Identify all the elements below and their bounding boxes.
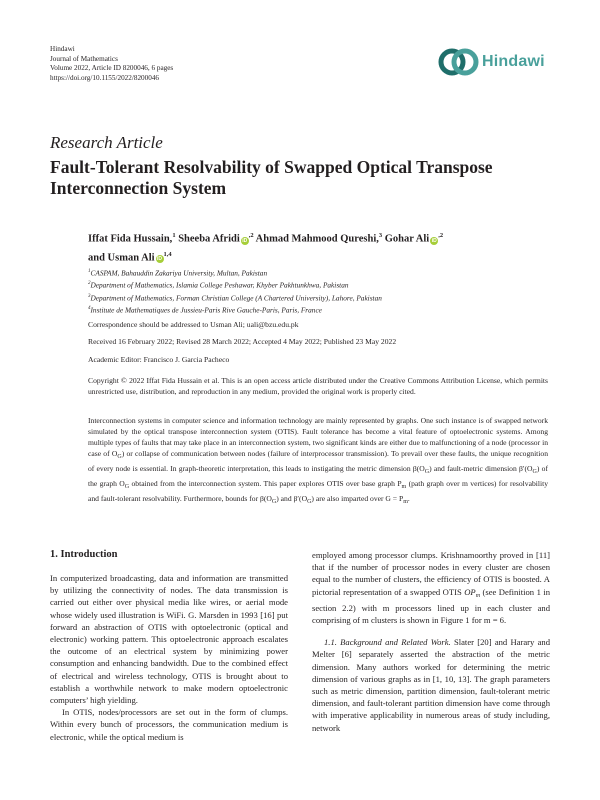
orcid-icon[interactable]: iD bbox=[431, 237, 437, 244]
logo-text: Hindawi bbox=[482, 53, 545, 70]
author-name: Iffat Fida Hussain, bbox=[88, 233, 173, 245]
left-column bbox=[50, 572, 288, 743]
author-name: Ahmad Mahmood Qureshi, bbox=[255, 233, 379, 245]
paragraph: 1.1. Background and Related Work. Slater [20] and Harary and Melter [6] separately asserted the abstraction of the metric dimension. Many authors worked for determining the metric dimension of various graphs as in [1, 10, 13]. The graph parameters such as metric dimension, partition dimension, fault-tolerant metric dimension, and fault-tolerant partition dimension have come through with imperative applicability in numerous areas of study including, network bbox=[312, 637, 550, 733]
affiliation-list bbox=[88, 266, 528, 316]
hindawi-rings-icon bbox=[438, 43, 480, 81]
academic-editor: Academic Editor: Francisco J. Garcia Pacheco bbox=[88, 355, 230, 364]
subsection-heading: 1.1. Background and Related Work. bbox=[324, 637, 451, 648]
abstract: Interconnection systems in computer science and information technology are mainly represented by graphs. One such instance is of swapped network simulated by the optical transpose interconnection system (OTIS). Fault tolerance has become a vital feature of optoelectronic systems. Among multiple types of faults that may take place in an interconnection system, two significant kinds are either due to malfunctioning of a node (processor in case of $O_G$) or collapse of communication between nodes (failure of interprocessor transmission). To prevail over these faults, the unique recognition of every node is essential. In graph-theoretic interpretation, this leads to instigating the metric dimension $\beta(O_G)$ and fault-metric dimension $\beta'(O_G)$ of the graph $O_G$ obtained from the interconnection system. This paper explores OTIS over base graph $P_m$ (path graph over m vertices) for resolvability and fault-tolerant resolvability. Furthermore, bounds for $\beta(O_G)$ and $\beta'(O_G)$ are also imparted over $G = P_m$. bbox=[88, 416, 548, 505]
journal-header bbox=[50, 45, 173, 83]
affiliation-item: $^2$Department of Mathematics, Islamia College Peshawar, Khyber Pakhtunkhwa, Pakistan bbox=[88, 280, 349, 290]
orcid-icon[interactable]: iD bbox=[157, 256, 163, 262]
right-column bbox=[312, 549, 550, 734]
article-title: Fault-Tolerant Resolvability of Swapped Optical Transpose Interconnection System bbox=[50, 157, 493, 198]
journal-name: Journal of Mathematics bbox=[50, 54, 118, 63]
volume-info: Volume 2022, Article ID 8200046, 6 pages bbox=[50, 64, 174, 73]
author-name: Gohar Ali bbox=[384, 233, 430, 245]
affiliation-item: $^1$CASPAM, Bahauddin Zakariya University, Multan, Pakistan bbox=[88, 268, 268, 278]
doi-link[interactable]: https://doi.org/10.1155/2022/8200046 bbox=[50, 73, 160, 82]
affiliation-item: $^3$Department of Mathematics, Forman Christian College (A Chartered University), Lahore, Pakistan bbox=[88, 293, 382, 303]
copyright-notice: Copyright © 2022 Iffat Fida Hussain et al. This is an open access article distributed under the Creative Commons Attribution License, which permits unrestricted use, distribution, and reproduction in any medium, provided the original work is properly cited. bbox=[88, 376, 548, 396]
section-heading: 1. Introduction bbox=[50, 549, 118, 560]
paragraph: In OTIS, nodes/processors are set out in the form of clumps. Within every bunch of processors, the communication medium is electronic, while the optical medium is bbox=[50, 707, 288, 742]
affiliation-item: $^4$Institute de Mathematiques de Jussieu-Paris Rive Gauche-Paris, Paris, France bbox=[88, 305, 322, 315]
author-list: Iffat Fida Hussain,$^1$ Sheeba Afridi $iD^{,2}$ Ahmad Mahmood Qureshi,$^3$ Gohar Ali $iD^{,2}$ and Usman Ali iD$^{1,4}$ bbox=[88, 232, 444, 263]
article-dates: Received 16 February 2022; Revised 28 March 2022; Accepted 4 May 2022; Published 23 May 2022 bbox=[88, 337, 397, 346]
article-type: Research Article bbox=[50, 133, 163, 152]
publisher-name: Hindawi bbox=[50, 45, 75, 53]
author-name: Sheeba Afridi bbox=[178, 233, 240, 245]
author-name: and Usman Ali bbox=[88, 252, 155, 263]
hindawi-logo bbox=[438, 43, 550, 81]
correspondence: Correspondence should be addressed to Usman Ali; uali@bzu.edu.pk bbox=[88, 320, 299, 329]
orcid-icon[interactable]: iD bbox=[242, 237, 248, 244]
paragraph: employed among processor clumps. Krishnamoorthy proved in [11] that if the number of processor nodes in every cluster are chosen equal to the number of clusters, the efficiency of OTIS is boosted. A pictorial representation of a swapped OTIS $OP_m$ (see Definition 1 in section 2.2) with m processors lined up in each cluster and comprising of m clusters is shown in Figure 1 for m = 6. bbox=[312, 550, 551, 626]
paragraph: In computerized broadcasting, data and information are transmitted by utilizing the connectivity of nodes. The data transmission is carried out either over physical media like wires, or aerial mode whose widely used illustration is WiFi. G. Marsden in 1993 [16] put forward an abstraction of OTIS with optoelectronic (optical and electronic) working pattern. This optoelectronic approach escalates the outcome of an electrical system by minimizing power consumption and enhancing bandwidth. Due to the combined effect of electrical and wireless technology, OTIS is brought about to establish a worthwhile network to make modern optoelectronic computers’ high yielding. bbox=[50, 573, 288, 706]
